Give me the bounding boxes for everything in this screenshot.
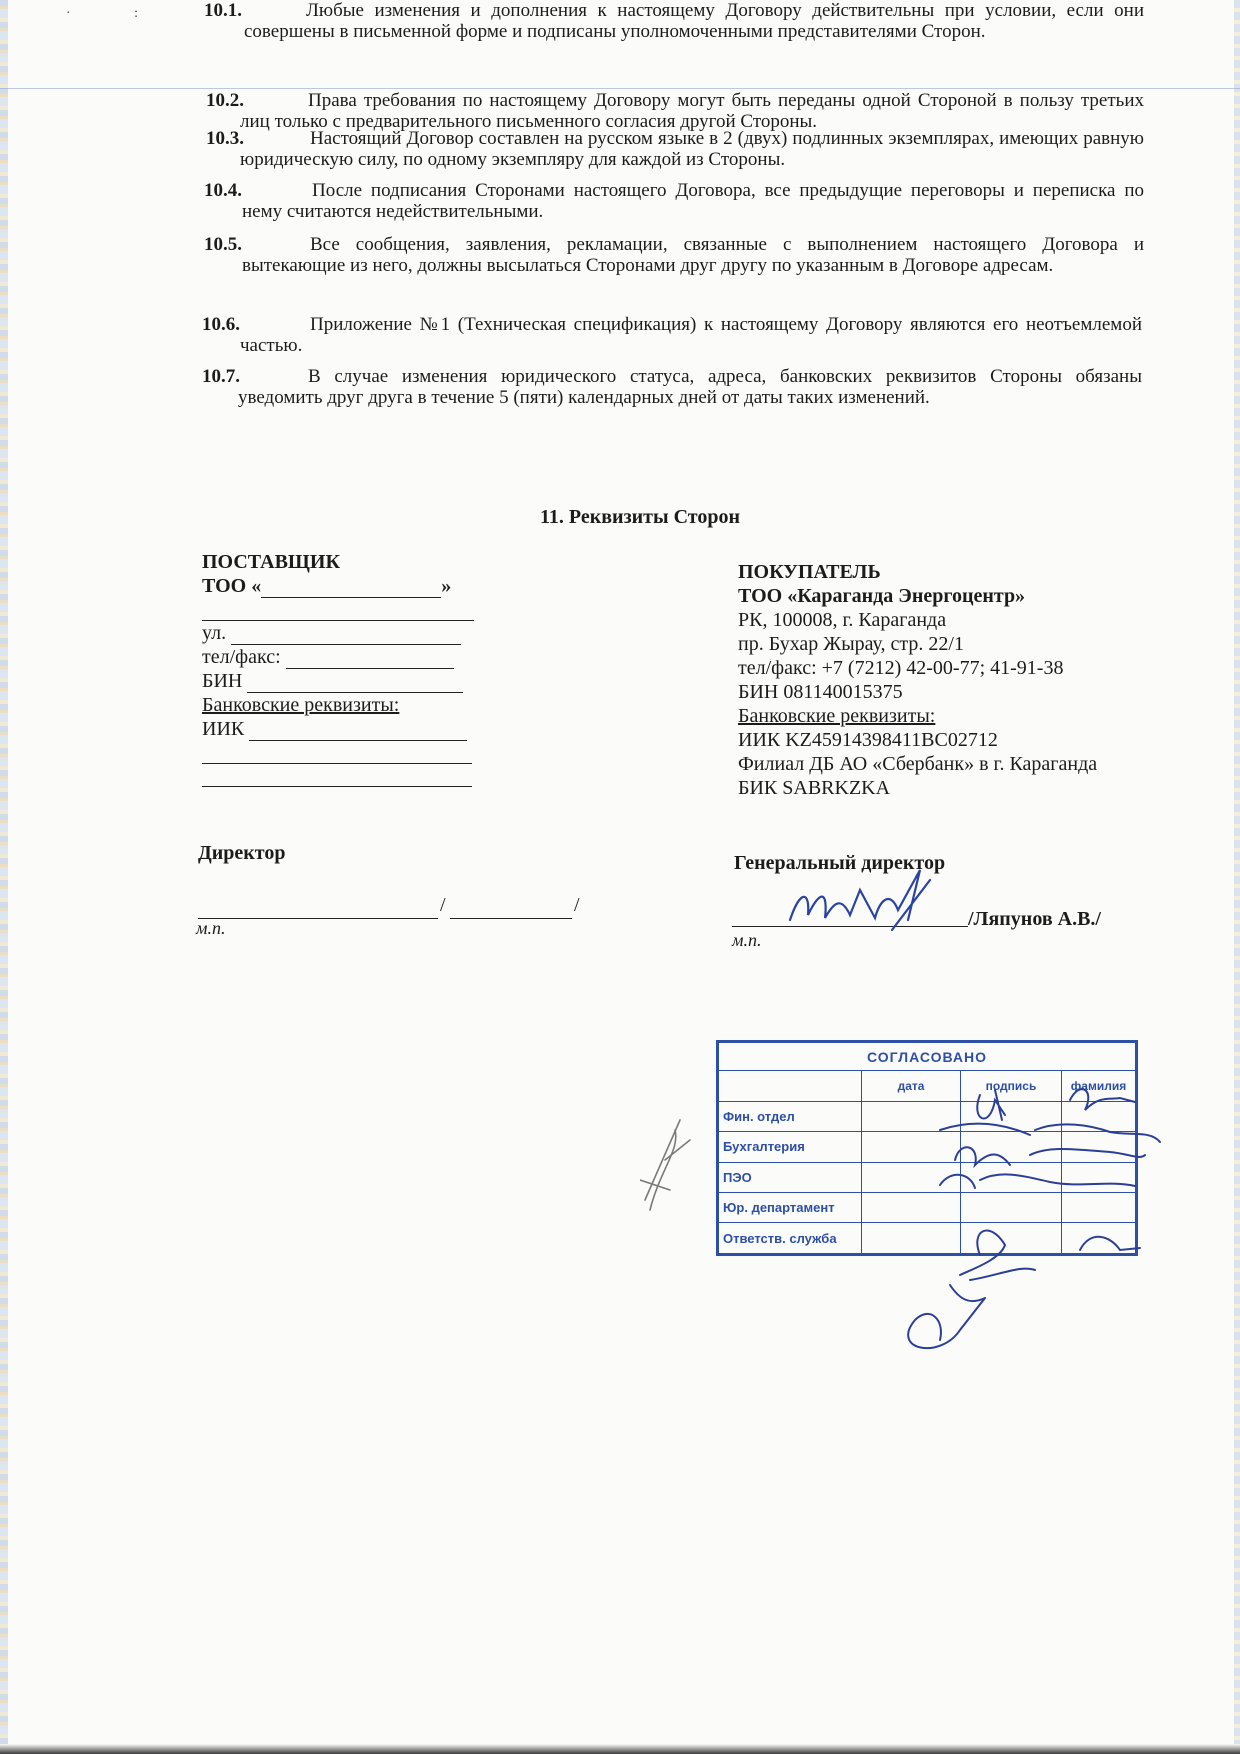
scan-specks: · : xyxy=(66,6,169,21)
buyer-signer-name: /Ляпунов А.В./ xyxy=(968,908,1101,930)
clause-10-4 xyxy=(204,180,1144,222)
buyer-bik: БИК SABRKZKA xyxy=(738,777,891,799)
supplier-signature-slash: / xyxy=(440,894,446,916)
clause-number: 10.6. xyxy=(202,314,240,335)
stamp-handwriting xyxy=(640,1060,1170,1390)
stamp-row-label: Ответств. служба xyxy=(719,1223,862,1254)
supplier-signature-line xyxy=(198,898,438,919)
supplier-bin: БИН xyxy=(202,669,492,693)
supplier-org: ТОО « » xyxy=(202,575,452,597)
supplier-bank-label: Банковские реквизиты: xyxy=(202,694,400,716)
clause-number: 10.1. xyxy=(204,0,242,21)
buyer-seal-place: м.п. xyxy=(732,930,762,950)
clause-text: Любые изменения и дополнения к настоящему Договору действительны при условии, если они совершены в письменной форме и подписаны уполномоченными представителями Сторон. xyxy=(244,0,1144,42)
scan-edge-right xyxy=(1234,0,1240,1754)
stamp-col-signature: подпись xyxy=(961,1071,1062,1101)
clause-text: После подписания Сторонами настоящего Договора, все предыдущие переговоры и переписка по нему считаются недействительными. xyxy=(242,180,1144,222)
clause-number: 10.5. xyxy=(204,234,242,255)
clause-10-7 xyxy=(202,366,1142,408)
supplier-phone: тел/факс: xyxy=(202,645,492,669)
supplier-name-slash: / xyxy=(574,894,580,916)
clause-number: 10.7. xyxy=(202,366,240,387)
supplier-name-blank xyxy=(261,579,441,598)
supplier-signer-title: Директор xyxy=(198,842,286,864)
supplier-name-line xyxy=(450,898,572,919)
clause-10-2 xyxy=(206,90,1144,132)
clause-10-6 xyxy=(202,314,1142,356)
buyer-iik: ИИК KZ45914398411BC02712 xyxy=(738,729,998,751)
stamp-row-label: Бухгалтерия xyxy=(719,1132,862,1162)
scan-edge-bottom xyxy=(0,1744,1240,1754)
supplier-seal-place: м.п. xyxy=(196,918,226,938)
stamp-title: СОГЛАСОВАНО xyxy=(719,1043,1136,1071)
clause-10-3 xyxy=(206,128,1144,170)
clause-number: 10.4. xyxy=(204,180,242,201)
supplier-street: ул. xyxy=(202,621,492,645)
supplier-blank-line xyxy=(202,741,472,764)
buyer-signature xyxy=(780,860,980,940)
clause-number: 10.3. xyxy=(206,128,244,149)
buyer-address-line1: РК, 100008, г. Караганда xyxy=(738,609,947,631)
supplier-iik: ИИК xyxy=(202,717,492,741)
supplier-blank-line xyxy=(202,598,474,621)
clause-text: Приложение №1 (Техническая спецификация) к настоящему Договору являются его неотъемлемой частью. xyxy=(240,314,1142,356)
clause-text: В случае изменения юридического статуса, адреса, банковских реквизитов Стороны обязаны уведомить друг друга в течение 5 (пяти) календарных дней от даты таких изменений. xyxy=(238,366,1142,408)
buyer-bank-name: Филиал ДБ АО «Сбербанк» в г. Караганда xyxy=(738,753,1098,775)
section-title: 11. Реквизиты Сторон xyxy=(540,506,740,528)
stamp-row-label: Фин. отдел xyxy=(719,1101,862,1131)
clause-10-1 xyxy=(204,0,1144,42)
scan-edge-left xyxy=(0,0,8,1754)
scan-fold-line xyxy=(0,88,1240,89)
buyer-org: ТОО «Караганда Энергоцентр» xyxy=(738,585,1026,607)
buyer-signer-title: Генеральный директор xyxy=(734,852,946,874)
supplier-role: ПОСТАВЩИК xyxy=(202,551,340,573)
buyer-phone: тел/факс: +7 (7212) 42-00-77; 41-91-38 xyxy=(738,657,1064,679)
clause-10-5 xyxy=(204,234,1144,276)
stamp-row-label: ПЭО xyxy=(719,1162,862,1192)
buyer-bin: БИН 081140015375 xyxy=(738,681,903,703)
buyer-details xyxy=(738,560,1158,800)
clause-number: 10.2. xyxy=(206,90,244,111)
clause-text: Настоящий Договор составлен на русском языке в 2 (двух) подлинных экземплярах, имеющих равную юридическую силу, по одному экземпляру для каждой из Стороны. xyxy=(240,128,1144,170)
stamp-col-surname: фамилия xyxy=(1062,1071,1136,1101)
buyer-role: ПОКУПАТЕЛЬ xyxy=(738,561,881,583)
stamp-row-label: Юр. департамент xyxy=(719,1192,862,1222)
stamp-col-date: дата xyxy=(862,1071,961,1101)
buyer-address-line2: пр. Бухар Жырау, стр. 22/1 xyxy=(738,633,964,655)
clause-text: Права требования по настоящему Договору могут быть переданы одной Стороной в пользу третьих лиц только с предварительного письменного согласия другой Стороны. xyxy=(240,90,1144,132)
supplier-blank-line xyxy=(202,764,472,787)
buyer-bank-label: Банковские реквизиты: xyxy=(738,705,936,727)
supplier-details xyxy=(202,550,492,787)
clause-text: Все сообщения, заявления, рекламации, связанные с выполнением настоящего Договора и вытекающие из него, должны высылаться Сторонами друг другу по указанным в Договоре адресам. xyxy=(242,234,1144,276)
